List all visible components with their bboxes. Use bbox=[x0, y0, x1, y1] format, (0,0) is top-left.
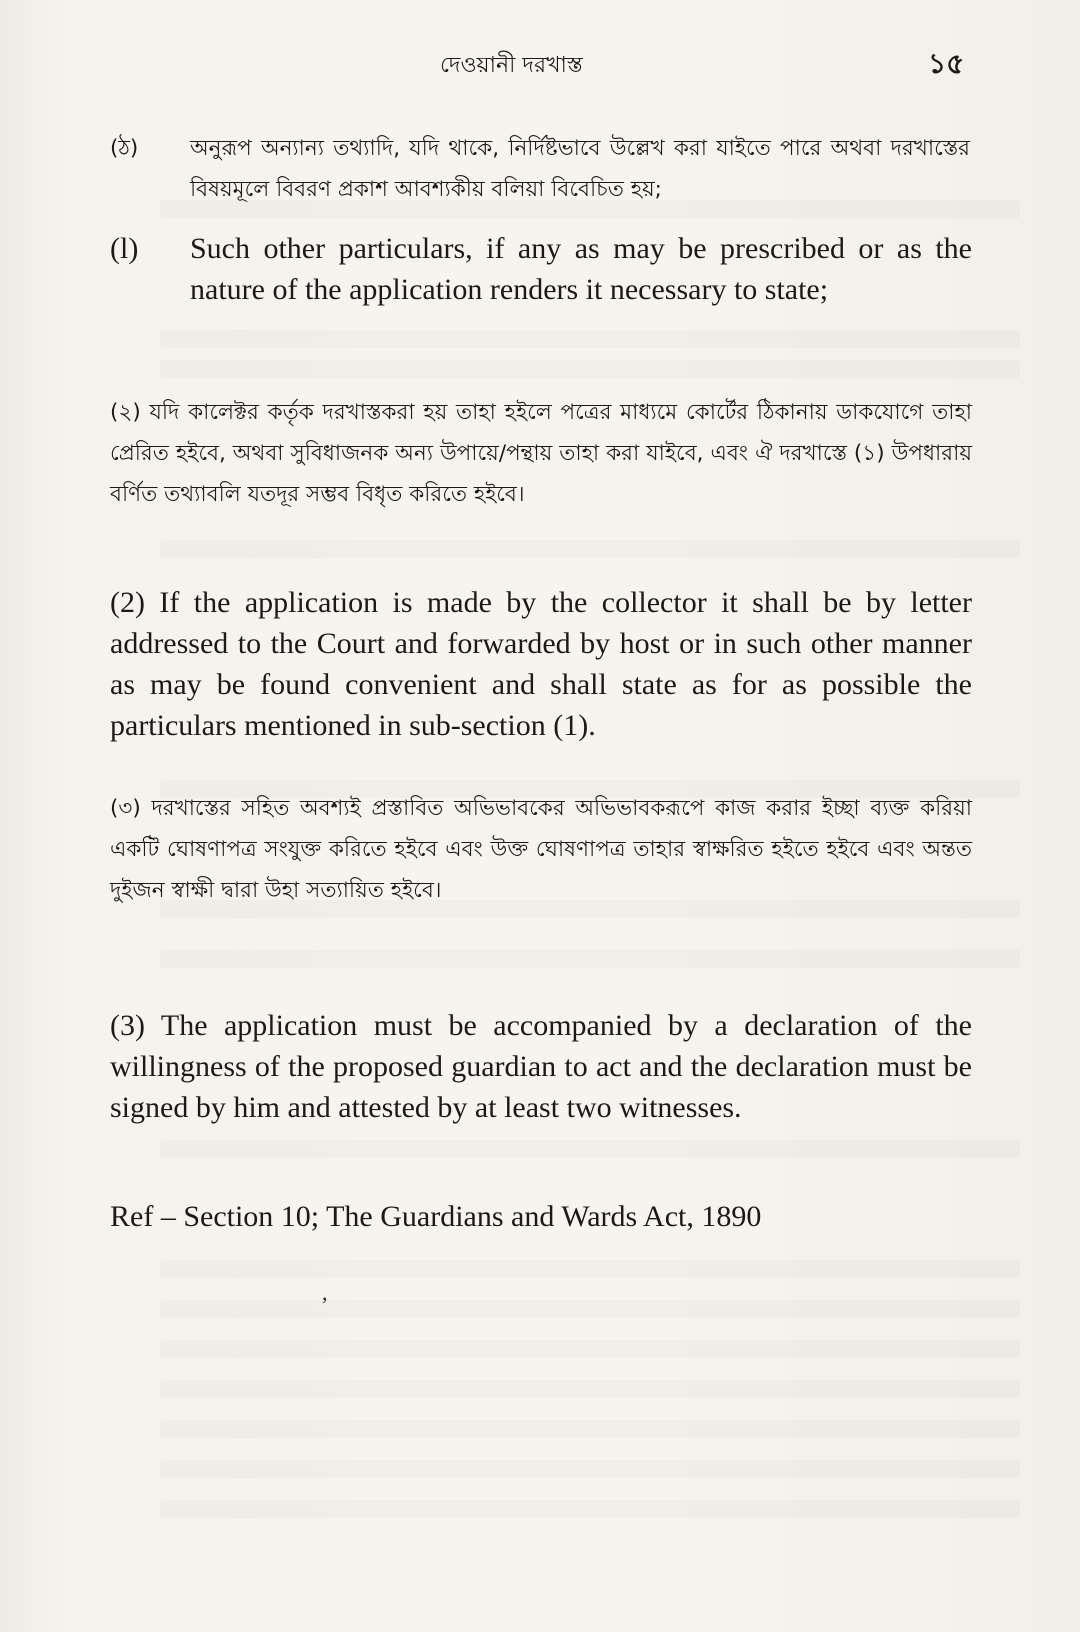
list-item-en-l bbox=[110, 228, 972, 310]
bleed-through bbox=[160, 540, 1020, 558]
bleed-through bbox=[160, 360, 1020, 378]
item-text: Such other particulars, if any as may be prescribed or as the nature of the application renders it necessary to state; bbox=[190, 232, 972, 306]
bleed-through bbox=[160, 950, 1020, 968]
paragraph-en-2: (2) If the application is made by the collector it shall be by letter addressed to the Court and forwarded by host or in such other manner as may be found convenient and shall state as for as possible the particulars mentioned in sub-section (1). bbox=[110, 586, 972, 742]
item-text: অনুরূপ অন্যান্য তথ্যাদি, যদি থাকে, নির্দিষ্টভাবে উল্লেখ করা যাইতে পারে অথবা দরখাস্তের বিষয়মূলে বিবরণ প্রকাশ আবশ্যকীয় বলিয়া বিবেচিত হয়; bbox=[190, 136, 970, 202]
bleed-through bbox=[160, 1140, 1020, 1158]
paragraph-bn-2: (২) যদি কালেক্টর কর্তৃক দরখাস্তকরা হয় তাহা হইলে পত্রের মাধ্যমে কোর্টের ঠিকানায় ডাকযোগে তাহা প্রেরিত হইবে, অথবা সুবিধাজনক অন্য উপায়ে/পন্থায় তাহা করা যাইবে, এবং ঐ দরখাস্তে (১) উপধারায় বর্ণিত তথ্যাবলি যতদূর সম্ভব বিধৃত করিতে হইবে। bbox=[110, 400, 972, 507]
bleed-through bbox=[160, 1460, 1020, 1478]
bleed-through bbox=[160, 330, 1020, 348]
bleed-through bbox=[160, 1260, 1020, 1278]
running-title: দেওয়ানী দরখাস্ত bbox=[440, 53, 583, 78]
item-marker: (l) bbox=[110, 232, 139, 265]
bleed-through bbox=[160, 1300, 1020, 1318]
paragraph-bn-3: (৩) দরখাস্তের সহিত অবশ্যই প্রস্তাবিত অভিভাবকের অভিভাবকরূপে কাজ করার ইচ্ছা ব্যক্ত করিয়া একটি ঘোষণাপত্র সংযুক্ত করিতে হইবে এবং উক্ত ঘোষণাপত্র তাহার স্বাক্ষরিত হইতে হইবে এবং অন্তত দুইজন স্বাক্ষী দ্বারা উহা সত্যায়িত হইবে। bbox=[110, 796, 972, 903]
reference-line: Ref – Section 10; The Guardians and Wards Act, 1890 bbox=[110, 1200, 762, 1233]
list-item-bn-l bbox=[110, 128, 970, 210]
bleed-through bbox=[160, 1420, 1020, 1438]
page-number: ১৫ bbox=[928, 47, 965, 80]
stray-mark: , bbox=[322, 1280, 328, 1305]
item-marker: (ঠ) bbox=[110, 136, 139, 161]
bleed-through bbox=[160, 1340, 1020, 1358]
bleed-through bbox=[160, 1380, 1020, 1398]
bleed-through bbox=[160, 1500, 1020, 1518]
paragraph-en-3: (3) The application must be accompanied by a declaration of the willingness of the proposed guardian to act and the declaration must be signed by him and attested by at least two witnesses. bbox=[110, 1009, 972, 1124]
